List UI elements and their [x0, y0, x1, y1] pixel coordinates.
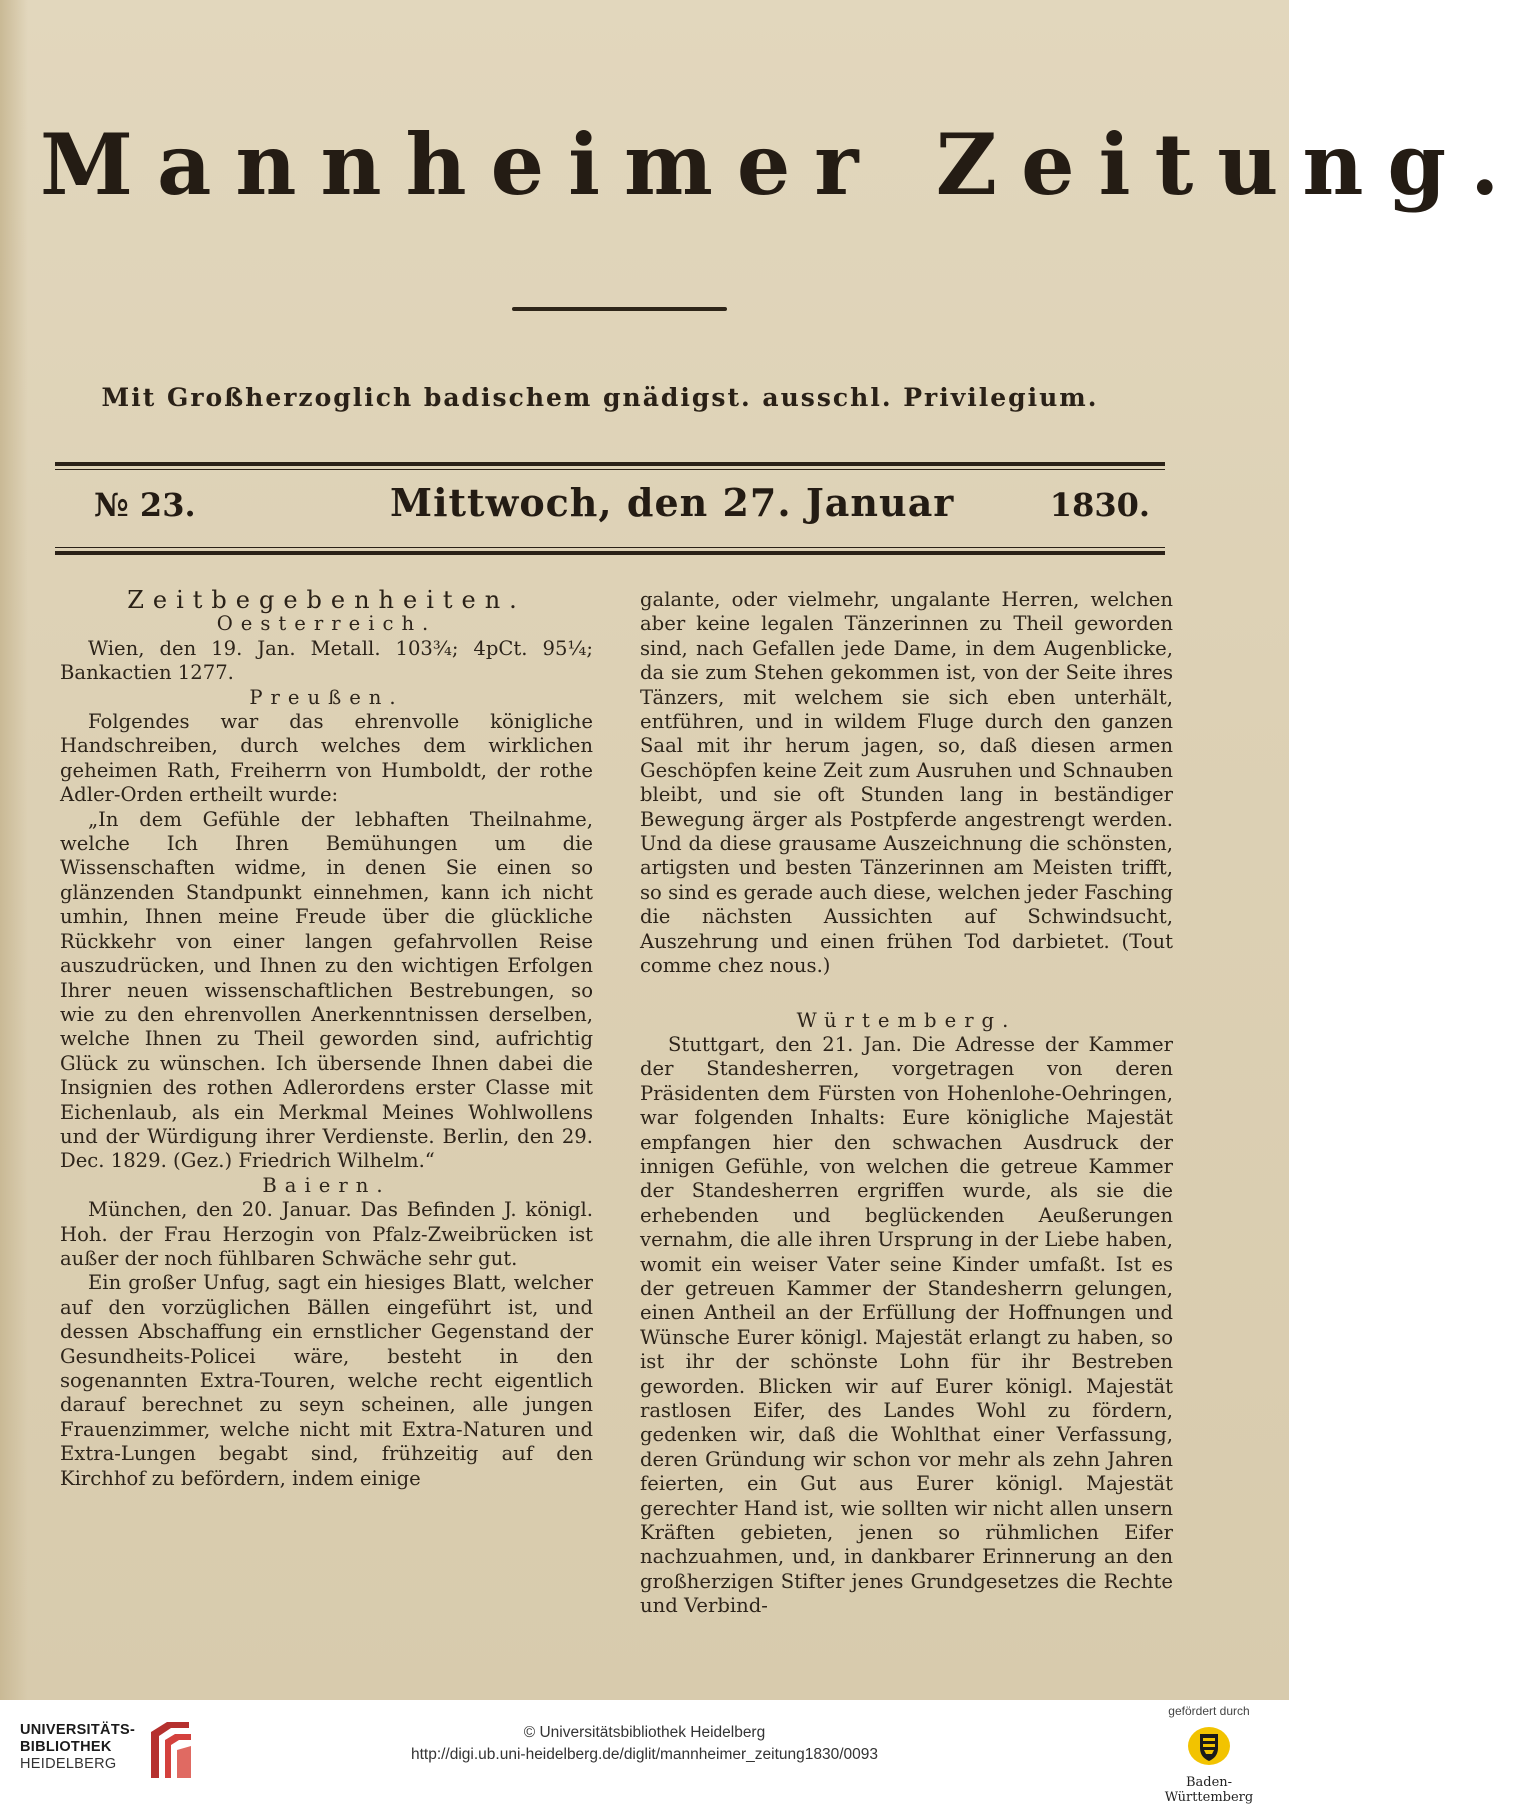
ub-logo-line-1: UNIVERSITÄTS-: [20, 1722, 136, 1738]
preussen-quote: „In dem Gefühle der lebhaften Theilnahme, welche Ich Ihren Bemühungen um die Wissenschaften widme, in denen Sie einen so glänzenden Standpunkt einnehmen, kann ich nicht umhin, Ihnen meine Freude über die glückliche Rückkehr von einer langen gefahrvollen Reise auszudrücken, und Ihnen zu den wichtigen Erfolgen Ihrer neuen wissenschaftlichen Bestrebungen, so wie zu den ehrenvollen Anerkenntnissen derselben, welche Ihnen zu Theil geworden sind, aufrichtig Glück zu wünschen. Ich übersende Ihnen dabei die Insignien des rothen Adlerordens erster Classe mit Eichenlaub, als ein Merkmal Meines Wohlwollens und der Würdigung ihrer Verdienste. Berlin, den 29. Dec. 1829. (Gez.) Friedrich Wilhelm.“: [60, 807, 593, 1173]
ub-logo-line-3: HEIDELBERG: [20, 1756, 117, 1772]
wuerttemberg-title: Würtemberg.: [796, 1008, 1017, 1032]
baiern-title: Baiern.: [262, 1173, 391, 1197]
oesterreich-text: Wien, den 19. Jan. Metall. 103¾; 4pCt. 95¼; Bankactien 1277.: [60, 636, 593, 685]
copyright-line: © Universitätsbibliothek Heidelberg: [523, 1724, 766, 1741]
rule-top-thick: [55, 462, 1165, 466]
baden-wuerttemberg-crest-icon: [1187, 1726, 1231, 1766]
issue-line: [90, 480, 1150, 530]
baiern-paragraph-1: München, den 20. Januar. Das Befinden J. königl. Hoh. der Frau Herzogin von Pfalz-Zweibrücken ist außer der noch fühlbaren Schwäche sehr gut.: [60, 1198, 593, 1270]
section-heading: Zeitbegebenheiten.: [127, 586, 526, 614]
baiern-continuation: galante, oder vielmehr, ungalante Herren, welchen aber keine legalen Tänzerinnen zu Theil geworden sind, nach Gefallen jede Dame, in dem Augenblicke, da sie zum Stehen gekommen ist, von der Seite ihres Tänzers, mit welchem sie sich eben unterhält, entführen, und in wildem Fluge durch den ganzen Saal mit ihr herum jagen, so, daß diesen armen Geschöpfen keine Zeit zum Ausruhen und Schnauben bleibt, und sie oft Stunden lang in beständiger Bewegung ärger als Postpferde angestrengt werden. Und da diese grausame Auszeichnung die schönsten, artigsten und besten Tänzerinnen am Meisten trifft, so sind es gerade auch diese, welchen jeder Fasching die nächsten Aussichten auf Schwindsucht, Auszehrung und einen frühen Tod darbietet. (Tout comme chez nous.): [640, 588, 1174, 978]
digitization-footer: [0, 1700, 1289, 1805]
issue-number: № 23.: [94, 486, 196, 524]
preussen-title: Preußen.: [249, 685, 404, 709]
rule-top-thin: [55, 469, 1165, 470]
sponsor-name: Baden-Württemberg: [1164, 1775, 1254, 1805]
permalink-url[interactable]: http://digi.ub.uni-heidelberg.de/diglit/mannheimer_zeitung1830/0093: [410, 1746, 879, 1763]
page-edge-shadow: [0, 0, 28, 1700]
sponsor-block[interactable]: [1149, 1704, 1269, 1805]
wuerttemberg-text: Stuttgart, den 21. Jan. Die Adresse der Kammer der Standesherren, vorgetragen von deren Präsidenten dem Fürsten von Hohenlohe-Oehringen, war folgenden Inhalts: Eure königliche Majestät empfangen hier den schwachen Ausdruck der innigen Gefühle, von welchen die getreue Kammer der Standesherren ergriffen wurde, als sie die erhebenden und beglückenden Aeußerungen vernahm, die alle ihren Ursprung in der Liebe haben, womit ein weiser Vater seine Kinder umfaßt. Ist es der getreuen Kammer der Standesherrn gelungen, einen Antheil an der Erfüllung der Hoffnungen und Wünsche Eurer königl. Majestät erlangt zu haben, so ist ihr der schönste Lohn für ihr Bestreben geworden. Blicken wir auf Eurer königl. Majestät rastlosen Eifer, des Landes Wohl zu fördern, gedenken wir, daß die Wohlthat einer Verfassung, deren Gründung wir schon vor mehr als zehn Jahren feierten, ein Gut aus Eurer königl. Majestät gerechter Hand ist, wie sollten wir nicht allen unsern Kräften gebieten, jenen so rühmlichen Eifer nachzuahmen, und, in dankbarer Erinnerung an den großherzigen Stifter jenes Grundgesetzes die Rechte und Verbind-: [640, 1032, 1173, 1618]
ub-logo-line-2: BIBLIOTHEK: [20, 1739, 112, 1755]
rule-bottom-thick: [55, 551, 1165, 555]
masthead-ornament-rule: [512, 307, 727, 311]
baiern-paragraph-2: Ein großer Unfug, sagt ein hiesiges Blatt, welcher auf den vorzüglichen Bällen eingeführt ist, und dessen Abschaffung ein ernstlicher Gegenstand der Gesundheits-Policei wäre, besteht in den sogenannten Extra-Touren, welche recht eigentlich darauf berechnet zu seyn scheinen, alle jungen Frauenzimmer, welche nicht mit Extra-Naturen und Extra-Lungen begabt sind, frühzeitig auf den Kirchhof zu befördern, indem einige: [60, 1271, 593, 1490]
sponsor-label: gefördert durch: [1168, 1704, 1250, 1718]
oesterreich-title: Oesterreich.: [216, 612, 437, 636]
newspaper-masthead: Mannheimer Zeitung.: [40, 115, 1523, 214]
privilege-line: Mit Großherzoglich badischem gnädigst. ausschl. Privilegium.: [101, 383, 1099, 412]
left-column: [60, 588, 593, 1491]
issue-date: Mittwoch, den 27. Januar: [390, 480, 955, 525]
right-column: [640, 588, 1173, 1619]
preussen-intro: Folgendes war das ehrenvolle königliche Handschreiben, durch welches dem wirklichen geheimen Rath, Freiherrn von Humboldt, der rothe Adler-Orden ertheilt wurde:: [60, 710, 593, 807]
rule-bottom-thin: [55, 547, 1165, 548]
issue-year: 1830.: [1049, 486, 1150, 524]
